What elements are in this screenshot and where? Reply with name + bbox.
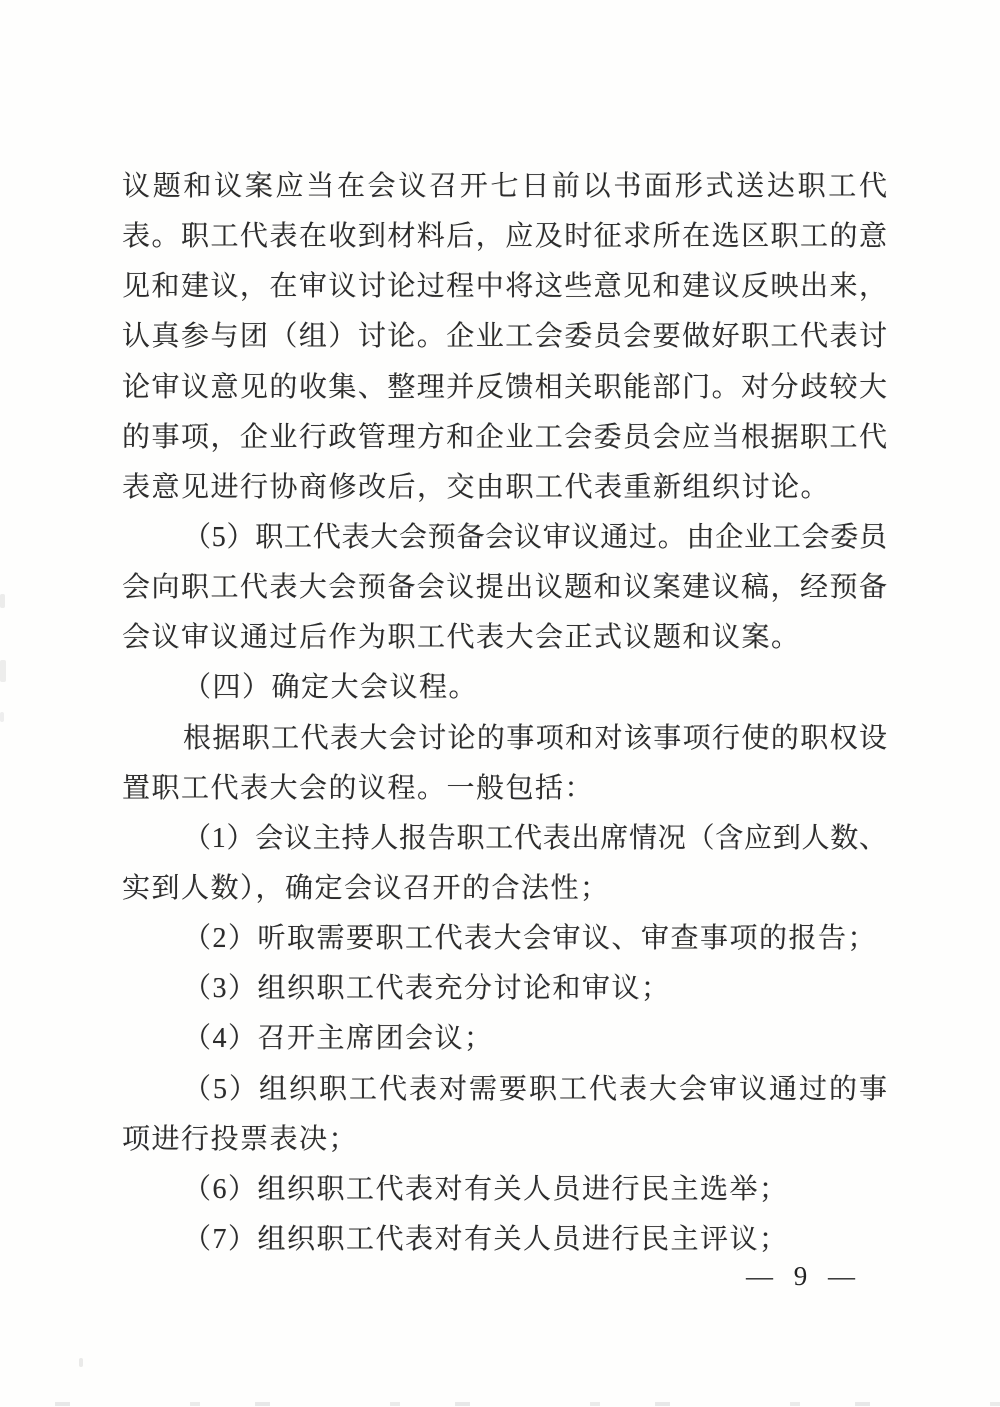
text-line: 论审议意见的收集、整理并反馈相关职能部门。对分歧较大 bbox=[122, 371, 887, 403]
text-line: 会向职工代表大会预备会议提出议题和议案建议稿，经预备 bbox=[122, 572, 887, 604]
text-line: 见和建议，在审议讨论过程中将这些意见和建议反映出来， bbox=[122, 271, 887, 303]
text-line: 议题和议案应当在会议召开七日前以书面形式送达职工代 bbox=[122, 171, 887, 202]
text-line: 根据职工代表大会讨论的事项和对该事项行使的职权设 bbox=[183, 722, 887, 754]
text-line-agenda-item-3: （3）组织职工代表充分讨论和审议； bbox=[183, 973, 671, 1005]
text-line-agenda-item-7: （7）组织职工代表对有关人员进行民主评议； bbox=[183, 1223, 789, 1255]
text-line: 实到人数），确定会议召开的合法性； bbox=[122, 872, 610, 904]
text-line: 认真参与团（组）讨论。企业工会委员会要做好职工代表讨 bbox=[122, 321, 887, 353]
text-line-agenda-item-1: （1）会议主持人报告职工代表出席情况（含应到人数、 bbox=[183, 822, 887, 854]
text-line: 表。职工代表在收到材料后，应及时征求所在选区职工的意 bbox=[122, 221, 887, 253]
scan-smudge bbox=[0, 712, 4, 722]
text-line-agenda-item-4: （4）召开主席团会议； bbox=[183, 1023, 494, 1055]
page-number: — 9 — bbox=[746, 1261, 862, 1291]
scan-smudge bbox=[0, 660, 6, 682]
text-line: 表意见进行协商修改后，交由职工代表重新组织讨论。 bbox=[122, 471, 831, 503]
text-line: 的事项，企业行政管理方和企业工会委员会应当根据职工代 bbox=[122, 421, 887, 453]
scan-bottom-edge bbox=[0, 1402, 1000, 1406]
text-line: 会议审议通过后作为职工代表大会正式议题和议案。 bbox=[122, 622, 801, 654]
text-line-agenda-item-6: （6）组织职工代表对有关人员进行民主选举； bbox=[183, 1173, 789, 1205]
scan-speck bbox=[79, 1358, 83, 1367]
text-line-agenda-item-2: （2）听取需要职工代表大会审议、审查事项的报告； bbox=[183, 923, 878, 955]
text-line: 项进行投票表决； bbox=[122, 1123, 359, 1155]
text-line-section-4-heading: （四）确定大会议程。 bbox=[183, 672, 479, 704]
document-body bbox=[122, 162, 887, 1265]
scan-smudge bbox=[0, 594, 5, 608]
text-line: 置职工代表大会的议程。一般包括： bbox=[122, 772, 595, 804]
text-line-item-5-preparatory: （5）职工代表大会预备会议审议通过。由企业工会委员 bbox=[183, 521, 887, 553]
text-line-agenda-item-5: （5）组织职工代表对需要职工代表大会审议通过的事 bbox=[183, 1073, 887, 1105]
